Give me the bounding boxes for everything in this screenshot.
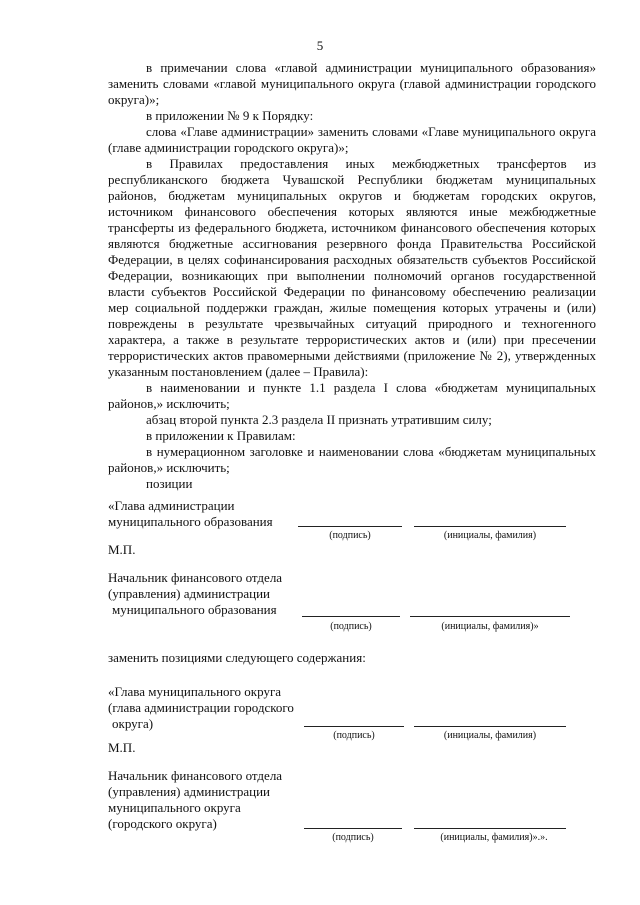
initials-line xyxy=(414,828,566,829)
initials-line xyxy=(410,616,570,617)
initials-caption: (инициалы, фамилия)» xyxy=(441,621,539,632)
signature-line xyxy=(298,526,402,527)
signature-title-line: Начальник финансового отдела xyxy=(108,570,283,585)
signature-title-line: Начальник финансового отдела xyxy=(108,768,283,783)
paragraph: в приложении к Правилам: xyxy=(146,428,296,443)
signature-caption: (подпись) xyxy=(332,832,374,843)
stamp-place: М.П. xyxy=(108,740,136,755)
paragraph: в примечании слова «главой администрации муниципального образования» заменить словами «главой муниципального округа (главой администрации городского округа)»; xyxy=(108,60,596,107)
signature-title-line: (городского округа) xyxy=(108,816,217,831)
signature-title-line: (управления) администрации xyxy=(108,586,270,601)
signature-title-line: «Глава администрации xyxy=(108,498,235,513)
signature-caption: (подпись) xyxy=(329,530,371,541)
signature-caption: (подпись) xyxy=(330,621,372,632)
initials-caption: (инициалы, фамилия)».». xyxy=(440,832,548,843)
initials-line xyxy=(414,526,566,527)
signature-title-line: (глава администрации городского xyxy=(108,700,294,715)
paragraph: слова «Главе администрации» заменить словами «Главе муниципального округа (главе администрации городского округа)»; xyxy=(108,124,596,155)
stamp-place: М.П. xyxy=(108,542,136,557)
signature-title-line: (управления) администрации xyxy=(108,784,270,799)
signature-line xyxy=(304,828,402,829)
initials-caption: (инициалы, фамилия) xyxy=(443,530,537,541)
signature-line xyxy=(304,726,404,727)
signature-line xyxy=(302,616,400,617)
paragraph: абзац второй пункта 2.3 раздела II признать утратившим силу; xyxy=(146,412,492,427)
paragraph: позиции xyxy=(146,476,193,491)
initials-line xyxy=(414,726,566,727)
signature-title-line: муниципального образования xyxy=(108,514,273,529)
initials-caption: (инициалы, фамилия) xyxy=(443,730,537,741)
page-number: 5 xyxy=(316,38,324,53)
signature-title-line: муниципального образования xyxy=(112,602,277,617)
signature-title-line: «Глава муниципального округа xyxy=(108,684,282,699)
signature-title-line: муниципального округа xyxy=(108,800,241,815)
signature-title-line: округа) xyxy=(112,716,154,731)
signature-caption: (подпись) xyxy=(333,730,375,741)
paragraph: в Правилах предоставления иных межбюджетных трансфертов из республиканского бюджета Чувашской Республики бюджетам муниципальных районов, бюджетам муниципальных округов и бюджетам городских округов, источником финансового обеспечения которых являются иные межбюджетные трансферты из федерального бюджета, источником финансового обеспечения которых являются бюджетные ассигнования резервного фонда Правительства Российской Федерации, в целях софинансирования расходных обязательств субъектов Российской Федерации, возникающих при выполнении полномочий органов государственной власти субъектов Российской Федерации по финансовому обеспечению реализации мер социальной поддержки граждан, жилые помещения которых утрачены и (или) повреждены в результате чрезвычайных ситуаций природного и техногенного характера, а также в результате террористических актов и (или) при пресечении террористических актов правомерными действиями (приложение № 2), утвержденных указанным постановлением (далее – Правила): xyxy=(108,156,596,379)
paragraph: в приложении № 9 к Порядку: xyxy=(146,108,314,123)
document-body xyxy=(108,60,596,492)
paragraph: в наименовании и пункте 1.1 раздела I слова «бюджетам муниципальных районов,» исключить; xyxy=(108,380,596,411)
paragraph: в нумерационном заголовке и наименовании слова «бюджетам муниципальных районов,» исключить; xyxy=(108,444,596,475)
replacement-intro: заменить позициями следующего содержания: xyxy=(108,650,366,665)
